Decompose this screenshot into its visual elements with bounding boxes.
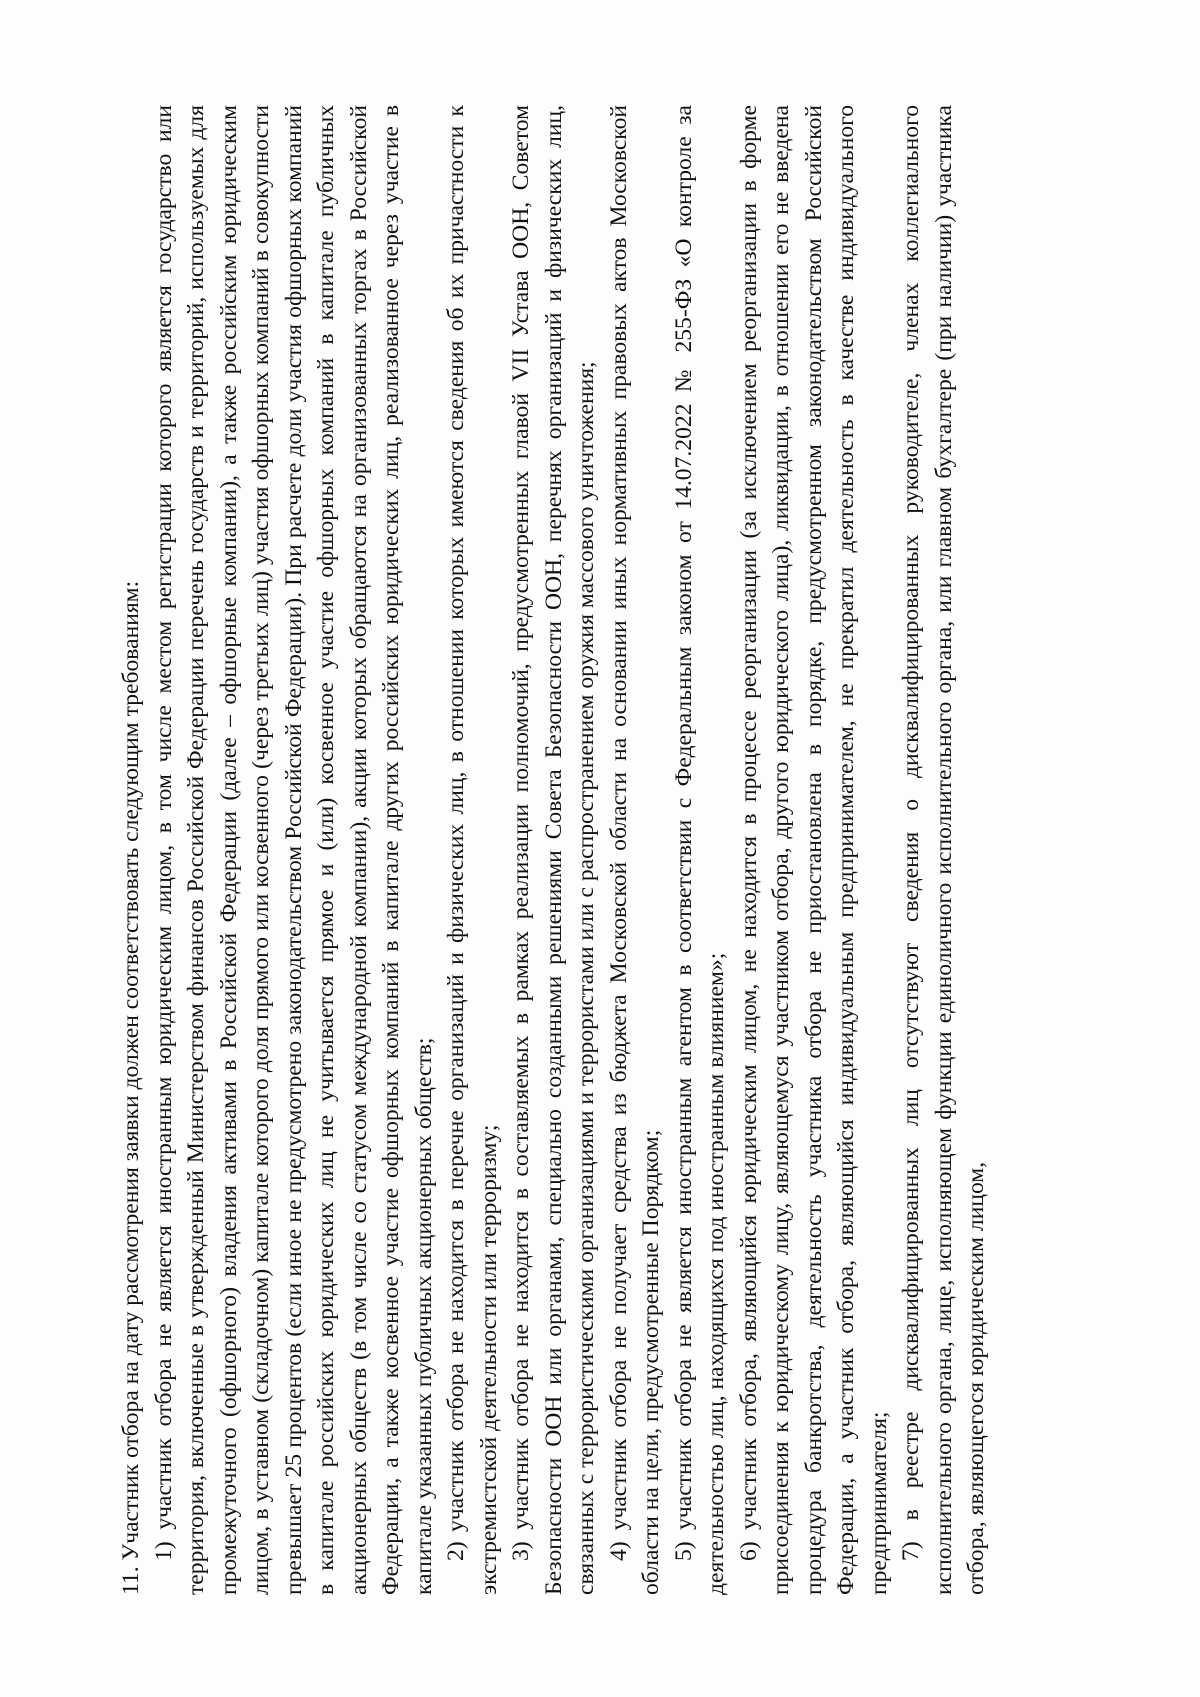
requirement-5: 5) участник отбора не является иностранным агентом в соответствии с Федеральным законом от 14.07.2022 № 255-ФЗ «О контроле за деятельностью лиц, находящихся под иностранным влиянием»; bbox=[670, 105, 729, 1595]
requirement-4: 4) участник отбора не получает средства из бюджета Московской области на основании иных нормативных правовых актов Московской области на цели, предусмотренные Порядком; bbox=[605, 105, 664, 1595]
paragraph-11-heading: 11. Участник отбора на дату рассмотрения заявки должен соответствовать следующим требованиям: bbox=[118, 580, 144, 1595]
requirement-6: 6) участник отбора, являющийся юридическим лицом, не находится в процессе реорганизации (за исключением реорганизации в форме присоединения к юридическому лицу, являющемуся участником отбора, другого юридического лица), ликвидации, в отношении его не введена процедура банкротства, деятельность участника отбора не приостановлена в порядке, предусмотренном законодательством Российской Федерации, а участник отбора, являющийся индивидуальным предпринимателем, не прекратил деятельность в качестве индивидуального предпринимателя; bbox=[735, 105, 892, 1595]
rotated-text-block bbox=[115, 105, 1125, 1595]
requirement-1: 1) участник отбора не является иностранным юридическим лицом, в том числе местом регистрации которого является государство или территория, включенные в утвержденный Министерством финансов Российской Федерации перечень государств и территорий, используемых для промежуточного (офшорного) владения активами в Российской Федерации (далее – офшорные компании), а также российским юридическим лицом, в уставном (складочном) капитале которого доля прямого или косвенного (через третьих лиц) участия офшорных компаний в совокупности превышает 25 процентов (если иное не предусмотрено законодательством Российской Федерации). При расчете доли участия офшорных компаний в капитале российских юридических лиц не учитывается прямое и (или) косвенное участие офшорных компаний в капитале публичных акционерных обществ (в том числе со статусом международной компании), акции которых обращаются на организованных торгах в Российской Федерации, а также косвенное участие офшорных компаний в капитале других российских юридических лиц, реализованное через участие в капитале указанных публичных акционерных обществ; bbox=[150, 105, 437, 1595]
requirement-7: 7) в реестре дисквалифицированных лиц отсутствуют сведения о дисквалифицированных руководителе, членах коллегиального исполнительного органа, лице, исполняющем функции единоличного исполнительного органа, или главном бухгалтере (при наличии) участника отбора, являющегося юридическим лицом, bbox=[898, 105, 989, 1595]
requirement-2: 2) участник отбора не находится в перечне организаций и физических лиц, в отношении которых имеются сведения об их причастности к экстремистской деятельности или терроризму; bbox=[443, 105, 502, 1595]
requirement-3: 3) участник отбора не находится в составляемых в рамках реализации полномочий, предусмотренных главой VII Устава ООН, Советом Безопасности ООН или органами, специально созданными решениями Совета Безопасности ООН, перечнях организаций и физических лиц, связанных с террористическими организациями и террористами или с распространением оружия массового уничтожения; bbox=[508, 105, 599, 1595]
